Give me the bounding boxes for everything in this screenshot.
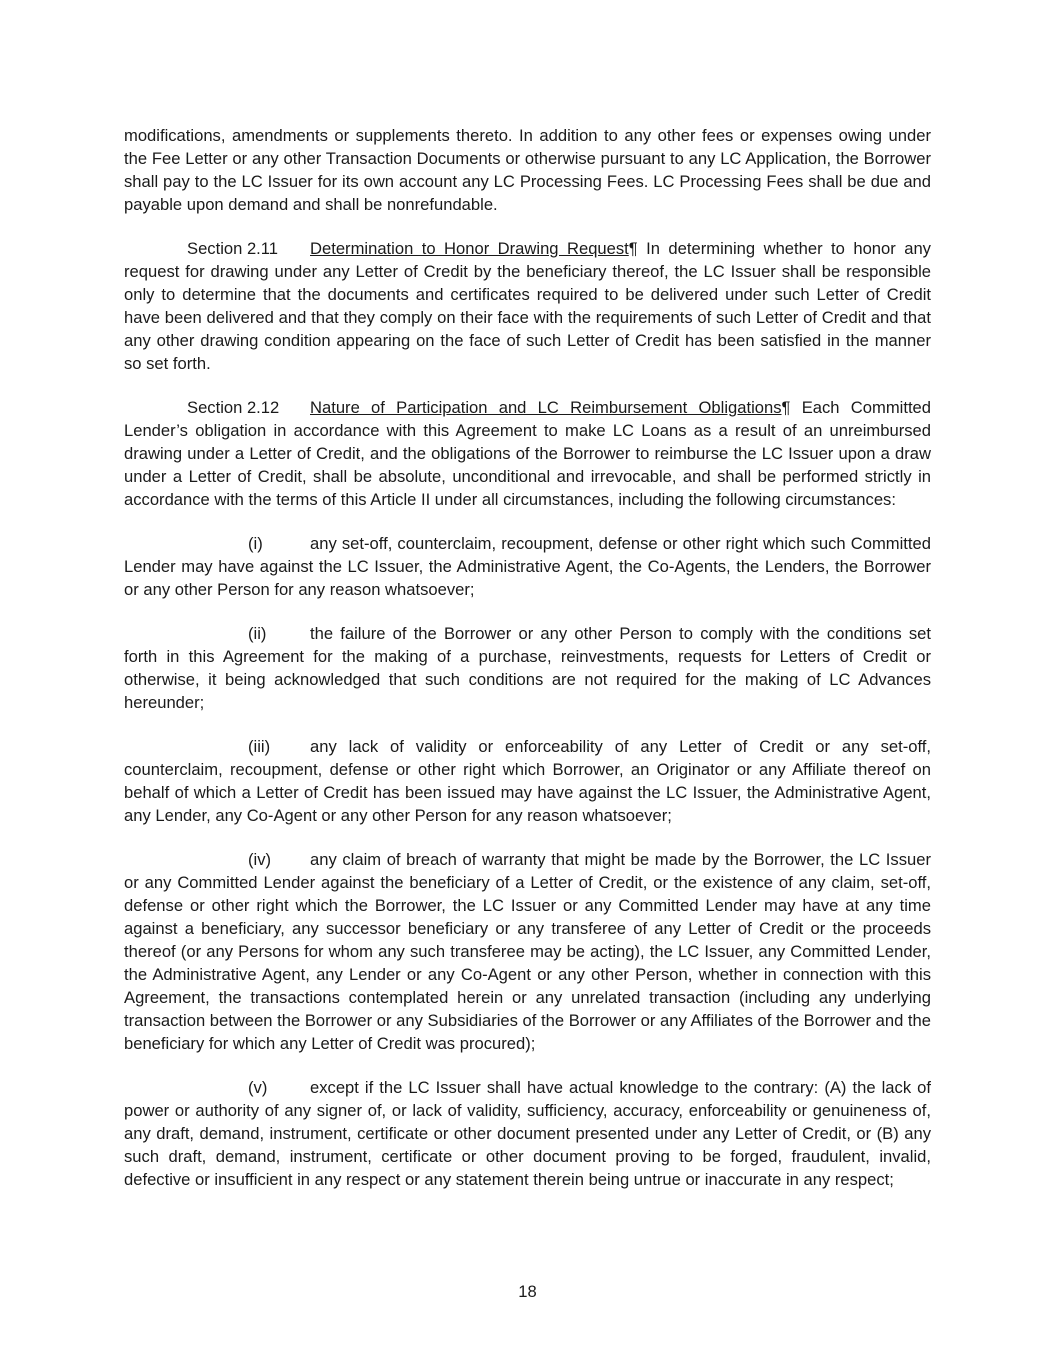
item-text: except if the LC Issuer shall have actual knowledge to the contrary: (A) the lack of power or authority of any signer of, or lack of validity, sufficiency, accuracy, enforceability or genuineness of, any draft, demand, instrument, certificate or other document presented under any Letter of Credit, or (B) any such draft, demand, instrument, certificate or other document proving to be forged, fraudulent, invalid, defective or insufficient in any respect or any statement therein being untrue or inaccurate in any respect; [124, 1078, 931, 1189]
paragraph-mark: ¶ [628, 239, 638, 258]
intro-paragraph: modifications, amendments or supplements thereto. In addition to any other fees or expenses owing under the Fee Letter or any other Transaction Documents or otherwise pursuant to any LC Application, the Borrower shall pay to the LC Issuer for its own account any LC Processing Fees. LC Processing Fees shall be due and payable upon demand and shall be nonrefundable. [124, 126, 931, 214]
item-text: any lack of validity or enforceability of any Letter of Credit or any set-off, counterclaim, recoupment, defense or other right which Borrower, an Originator or any Affiliate thereof on behalf of which a Letter of Credit has been issued may have against the LC Issuer, the Administrative Agent, any Lender, any Co-Agent or any other Person for any reason whatsoever; [124, 737, 931, 825]
page-number: 18 [518, 1282, 537, 1301]
item-number: (v) [248, 1078, 268, 1097]
paragraph-mark: ¶ [781, 398, 791, 417]
item-text: any set-off, counterclaim, recoupment, defense or other right which such Committed Lender may have against the LC Issuer, the Administrative Agent, the Co-Agents, the Lenders, the Borrower or any other Person for any reason whatsoever; [124, 534, 931, 599]
section-2-11 [124, 237, 931, 375]
section-body: Each Committed Lender’s obligation in accordance with this Agreement to make LC Loans as a result of an unreimbursed drawing under a Letter of Credit, and the obligations of the Borrower to reimburse the LC Issuer upon a draw under a Letter of Credit, shall be absolute, unconditional and irrevocable, and shall be performed strictly in accordance with the terms of this Article II under all circumstances, including the following circumstances: [124, 398, 932, 509]
section-number: Section 2.11 [187, 239, 279, 258]
section-heading: Determination to Honor Drawing Request [310, 239, 629, 258]
list-item-v [124, 1076, 931, 1191]
list-item-i [124, 532, 931, 601]
section-heading: Nature of Participation and LC Reimbursement Obligations [310, 398, 782, 417]
section-body: In determining whether to honor any request for drawing under any Letter of Credit by the beneficiary thereof, the LC Issuer shall be responsible only to determine that the documents and certificates required to be delivered under such Letter of Credit have been delivered and that they comply on their face with the requirements of such Letter of Credit and that any other drawing condition appearing on the face of such Letter of Credit has been satisfied in the manner so set forth. [124, 239, 931, 373]
section-2-12 [124, 396, 931, 511]
list-item-iii [124, 735, 931, 827]
item-number: (ii) [248, 624, 267, 643]
item-text: the failure of the Borrower or any other Person to comply with the conditions set forth in this Agreement for the making of a purchase, reinvestments, requests for Letters of Credit or otherwise, it being acknowledged that such conditions are not required for the making of LC Advances hereunder; [124, 624, 931, 712]
list-item-iv [124, 848, 931, 1055]
item-text: any claim of breach of warranty that might be made by the Borrower, the LC Issuer or any Committed Lender against the beneficiary of a Letter of Credit, or the existence of any claim, set-off, defense or other right which the Borrower, the LC Issuer or any Committed Lender may have at any time against a beneficiary, any successor beneficiary or any transferee of any Letter of Credit or the proceeds thereof (or any Persons for whom any such transferee may be acting), the LC Issuer, any Committed Lender, the Administrative Agent, any Lender or any Co-Agent or any other Person, whether in connection with this Agreement, the transactions contemplated herein or any unrelated transaction (including any underlying transaction between the Borrower or any Subsidiaries of the Borrower or any Affiliates of the Borrower and the beneficiary for which any Letter of Credit was procured); [124, 850, 931, 1053]
item-number: (iii) [248, 737, 271, 756]
document-page [124, 124, 931, 1212]
item-number: (iv) [248, 850, 272, 869]
list-item-ii [124, 622, 931, 714]
section-number: Section 2.12 [187, 398, 280, 417]
item-number: (i) [248, 534, 263, 553]
